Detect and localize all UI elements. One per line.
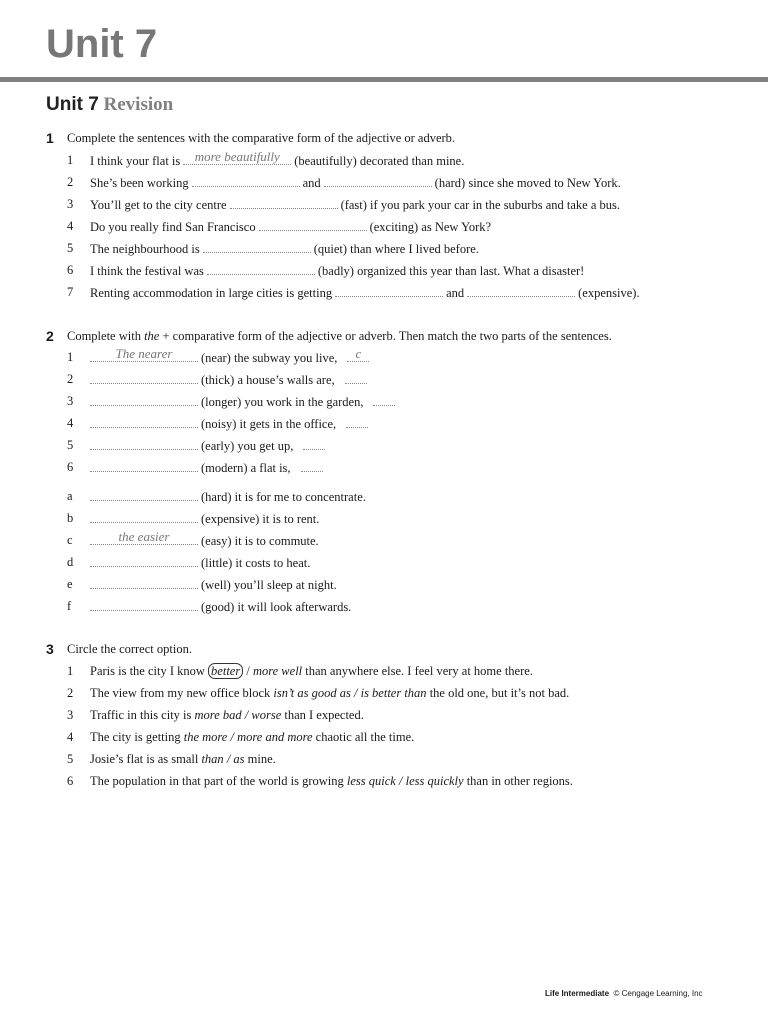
- option[interactable]: more bad: [194, 708, 242, 722]
- answer-blank[interactable]: [90, 599, 198, 611]
- option[interactable]: isn’t as good as: [273, 686, 351, 700]
- match-blank[interactable]: [345, 372, 367, 384]
- answer-blank[interactable]: [90, 511, 198, 523]
- answer-blank[interactable]: The nearer: [90, 350, 198, 362]
- match-blank[interactable]: [346, 416, 368, 428]
- match-blank[interactable]: [303, 438, 325, 450]
- page-footer: Life Intermediate © Cengage Learning, Inc: [545, 989, 703, 998]
- revision-title: Unit 7 Revision: [46, 94, 174, 115]
- exercise-1-number: 1: [46, 130, 54, 146]
- answer-blank[interactable]: [192, 175, 300, 187]
- match-blank[interactable]: [373, 394, 395, 406]
- answer-blank[interactable]: [90, 577, 198, 589]
- answer-blank[interactable]: [90, 555, 198, 567]
- option[interactable]: less quickly: [405, 774, 464, 788]
- answer-blank[interactable]: [90, 372, 198, 384]
- answer-blank[interactable]: [335, 285, 443, 297]
- exercise-3-number: 3: [46, 641, 54, 657]
- unit-title: Unit 7: [46, 22, 158, 66]
- answer-blank[interactable]: [90, 460, 198, 472]
- answer-blank[interactable]: [207, 263, 315, 275]
- answer-blank[interactable]: [467, 285, 575, 297]
- option[interactable]: as: [233, 752, 245, 766]
- answer-blank[interactable]: more beautifully: [183, 153, 291, 165]
- answer-blank[interactable]: [259, 219, 367, 231]
- option-circled[interactable]: better: [208, 663, 243, 679]
- exercise-3-instruction: Circle the correct option.: [67, 642, 192, 656]
- answer-blank[interactable]: [90, 489, 198, 501]
- option[interactable]: less quick: [346, 774, 396, 788]
- header-rule: [0, 77, 768, 82]
- match-blank[interactable]: [301, 460, 323, 472]
- exercise-1-instruction: Complete the sentences with the comparative form of the adjective or adverb.: [67, 131, 456, 145]
- option[interactable]: worse: [251, 708, 282, 722]
- answer-blank[interactable]: [324, 175, 432, 187]
- exercise-2-number: 2: [46, 328, 54, 344]
- match-blank[interactable]: c: [347, 350, 369, 362]
- answer-blank[interactable]: [230, 197, 338, 209]
- answer-blank[interactable]: [90, 438, 198, 450]
- option[interactable]: more and more: [237, 730, 313, 744]
- answer-blank[interactable]: [90, 394, 198, 406]
- option[interactable]: than: [201, 752, 224, 766]
- exercise-2-instruction: Complete with the + comparative form of the adjective or adverb. Then match the two parts of the sentences.: [67, 329, 612, 343]
- answer-blank[interactable]: the easier: [90, 533, 198, 545]
- answer-blank[interactable]: [203, 241, 311, 253]
- option[interactable]: the more: [183, 730, 228, 744]
- option[interactable]: more well: [252, 664, 303, 678]
- answer-blank[interactable]: [90, 416, 198, 428]
- option[interactable]: is better than: [360, 686, 427, 700]
